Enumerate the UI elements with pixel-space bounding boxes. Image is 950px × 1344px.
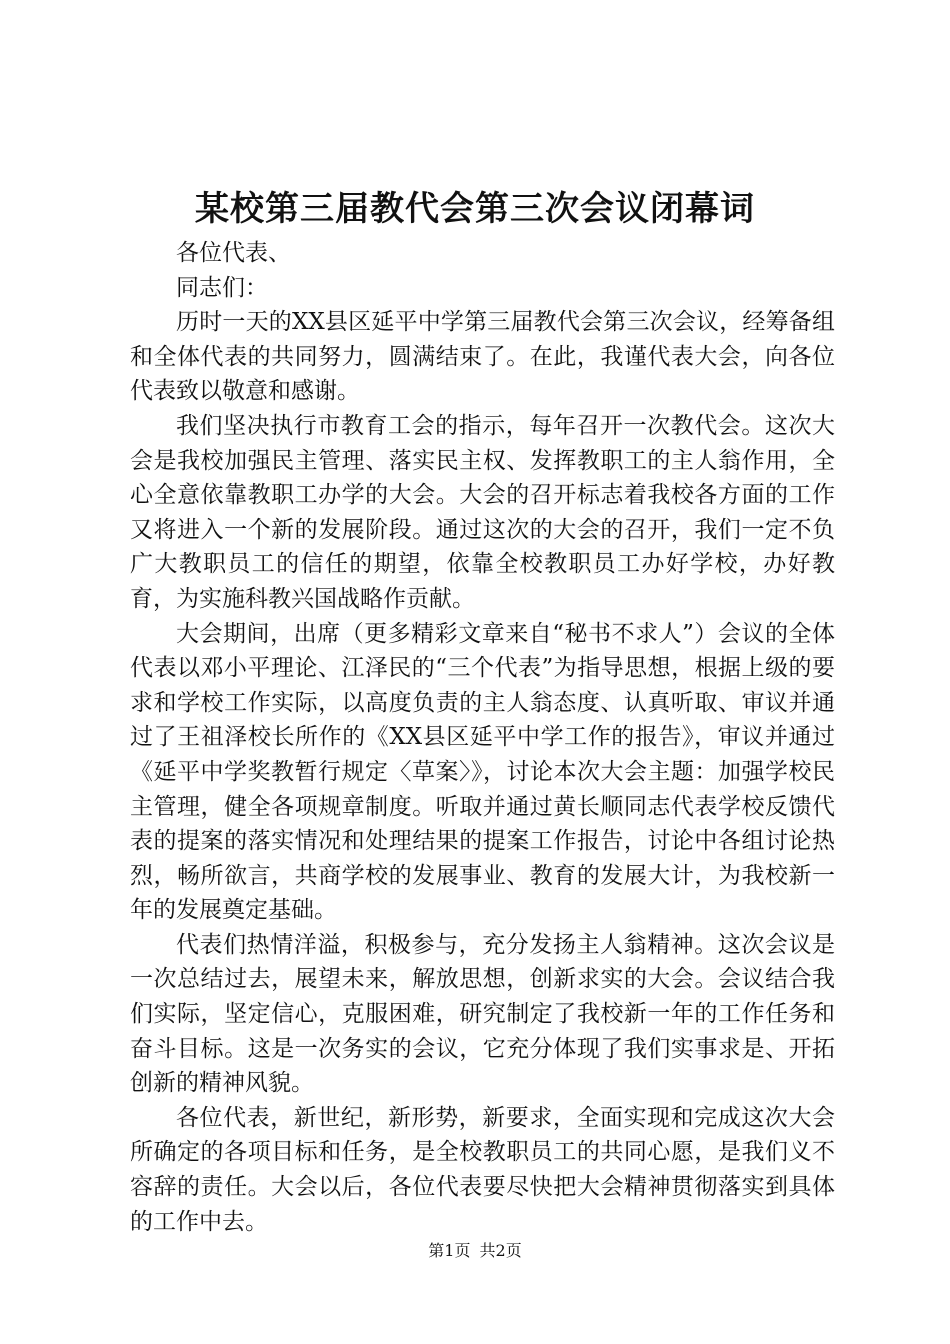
page-footer	[0, 1240, 950, 1262]
body-paragraph: 代表们热情洋溢，积极参与，充分发扬主人翁精神。这次会议是一次总结过去，展望未来，解放思想，创新求实的大会。会议结合我们实际，坚定信心，克服困难，研究制定了我校新一年的工作任务和奋斗目标。这是一次务实的会议，它充分体现了我们实事求是、开拓创新的精神风貌。	[130, 931, 835, 1097]
salutation-line-2: 同志们：	[176, 274, 268, 301]
body-paragraph: 历时一天的XX县区延平中学第三届教代会第三次会议，经筹备组和全体代表的共同努力，圆满结束了。在此，我谨代表大会，向各位代表致以敬意和感谢。	[130, 309, 835, 405]
page-number: 第1页	[428, 1241, 471, 1260]
document-title: 某校第三届教代会第三次会议闭幕词	[195, 189, 755, 229]
document-body	[130, 236, 835, 1239]
body-paragraph: 大会期间，出席（更多精彩文章来自“秘书不求人”）会议的全体代表以邓小平理论、江泽民的“三个代表”为指导思想，根据上级的要求和学校工作实际，以高度负责的主人翁态度、认真听取、审议并通过了王祖泽校长所作的《XX县区延平中学工作的报告》，审议并通过《延平中学奖教暂行规定〈草案〉》，讨论本次大会主题：加强学校民主管理，健全各项规章制度。听取并通过黄长顺同志代表学校反馈代表的提案的落实情况和处理结果的提案工作报告，讨论中各组讨论热烈，畅所欲言，共商学校的发展事业、教育的发展大计，为我校新一年的发展奠定基础。	[130, 620, 835, 924]
salutation-line-1: 各位代表、	[176, 240, 291, 266]
body-paragraph: 各位代表，新世纪，新形势，新要求，全面实现和完成这次大会所确定的各项目标和任务，是全校教职员工的共同心愿，是我们义不容辞的责任。大会以后，各位代表要尽快把大会精神贯彻落实到具体的工作中去。	[130, 1104, 835, 1235]
body-paragraph: 我们坚决执行市教育工会的指示，每年召开一次教代会。这次大会是我校加强民主管理、落实民主权、发挥教职工的主人翁作用，全心全意依靠教职工办学的大会。大会的召开标志着我校各方面的工作又将进入一个新的发展阶段。通过这次的大会的召开，我们一定不负广大教职员工的信任的期望，依靠全校教职员工办好学校，办好教育，为实施科教兴国战略作贡献。	[130, 412, 835, 612]
page-total: 共2页	[479, 1241, 522, 1260]
